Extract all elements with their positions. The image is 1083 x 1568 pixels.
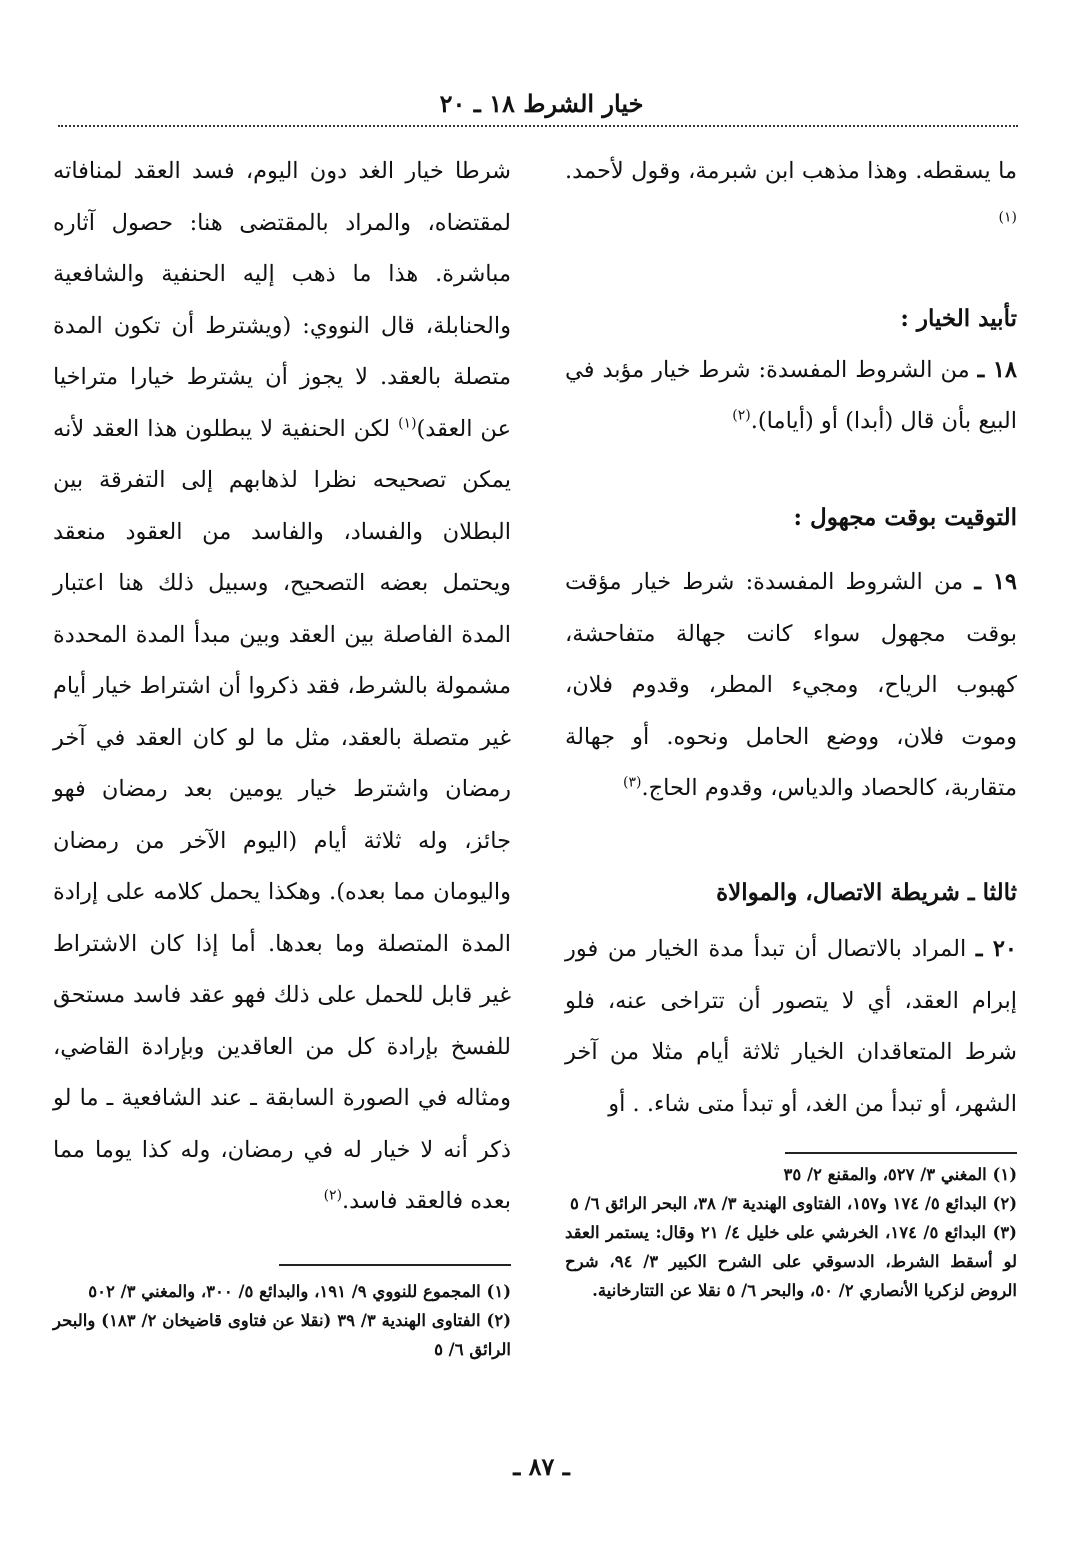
right-column: [565, 146, 1017, 1130]
left-continuation-paragraph: [53, 146, 511, 1228]
footnote-left-1: (١) المجموع للنووي ٩/ ١٩١، والبدائع ٥/ ٣٠٠، والمغني ٣/ ٥٠٢: [88, 1282, 511, 1301]
spacer: [565, 448, 1017, 492]
paragraph-20-text: المراد بالاتصال أن تبدأ مدة الخيار من فور إبرام العقد، أي لا يتصور أن تتراخى عنه، فلو شرط المتعاقدان الخيار ثلاثة أيام مثلا من آخر الشهر، أو تبدأ من الغد، أو تبدأ متى شاء. . أو: [565, 936, 1017, 1117]
footnote-divider-left: [279, 1264, 511, 1266]
left-column: [53, 146, 511, 1228]
paragraph-number-20: ٢٠ ـ: [975, 936, 1017, 962]
page-number: ـ ٨٧ ـ: [513, 1452, 570, 1481]
spacer: [565, 249, 1017, 293]
spacer: [565, 815, 1017, 867]
section-heading-continuity: ثالثا ـ شريطة الاتصال، والموالاة: [716, 878, 1017, 906]
section-heading-perpetual-option: تأبيد الخيار :: [900, 305, 1017, 332]
right-intro-text: ما يسقطه. وهذا مذهب ابن شبرمة، وقول لأحمد.: [565, 158, 1017, 184]
left-text-part-2: لكن الحنفية لا يبطلون هذا العقد لأنه يمكن تصحيحه نظرا لذهابهم إلى التفرقة بين البطلان والفساد، والفاسد من العقود منعقد ويحتمل بعضه التصحيح، وسبيل ذلك هنا اعتبار المدة الفاصلة بين العقد وبين مبدأ المدة المحددة مشمولة بالشرط، فقد ذكروا أن اشتراط خيار أيام غير متصلة بالعقد، مثل ما لو كان العقد في آخر رمضان واشترط خيار يومين بعد رمضان فهو جائز، وله ثلاثة أيام (اليوم الآخر من رمضان واليومان مما بعده). وهكذا يحمل كلامه على إرادة المدة المتصلة وما بعدها. أما إذا كان الاشتراط غير قابل للحمل على ذلك فهو عقد فاسد مستحق للفسخ بإرادة كل من العاقدين وبإرادة القاضي، ومثاله في الصورة السابقة ـ عند الشافعية ـ ما لو ذكر أنه لا خيار له في رمضان، وله كذا يوما مما بعده فالعقد فاسد.: [53, 415, 511, 1214]
footnote-ref-2: (٢): [732, 407, 751, 424]
header-divider: [58, 125, 1018, 127]
paragraph-20: [565, 924, 1017, 1130]
footnotes-right: [565, 1160, 1017, 1305]
footnote-left-2: (٢) الفتاوى الهندية ٣/ ٣٩ (نقلا عن فتاوى قاضيخان ٢/ ١٨٣) والبحر الرائق ٦/ ٥: [53, 1311, 511, 1359]
footnote-right-3: (٣) البدائع ٥/ ١٧٤، الخرشي على خليل ٤/ ٢١ وقال: يستمر العقد لو أسقط الشرط، الدسوقي على الشرح الكبير ٣/ ٩٤، شرح الروض لزكريا الأنصاري ٢/ ٥٠، والبحر ٦/ ٥ نقلا عن التتارخانية.: [565, 1223, 1017, 1300]
paragraph-18-text: من الشروط المفسدة: شرط خيار مؤبد في البيع بأن قال (أبدا) أو (أياما).: [565, 356, 1017, 434]
section-heading-unknown-time: التوقيت بوقت مجهول :: [793, 503, 1017, 531]
footnote-divider-right: [785, 1152, 1017, 1154]
running-header: خيار الشرط ١٨ ـ ٢٠: [439, 89, 644, 118]
right-intro-paragraph: [565, 146, 1017, 249]
footnote-ref-left-1: (١): [398, 415, 417, 431]
paragraph-19: [565, 557, 1017, 815]
paragraph-18: [565, 345, 1017, 448]
paragraph-19-text: من الشروط المفسدة: شرط خيار مؤقت بوقت مجهول سواء كانت جهالة متفاحشة، كهبوب الرياح، ومجيء المطر، وقدوم فلان، وموت فلان، ووضع الحامل ونحوه. أو جهالة متقاربة، كالحصاد والدياس، وقدوم الحاج.: [565, 569, 1017, 801]
footnote-right-1: (١) المغني ٣/ ٥٢٧، والمقنع ٢/ ٣٥: [783, 1165, 1017, 1184]
footnote-ref-3: (٣): [623, 774, 642, 791]
footnotes-left: [53, 1277, 511, 1364]
left-text-part-1: شرطا خيار الغد دون اليوم، فسد العقد لمنافاته لمقتضاه، والمراد بالمقتضى هنا: حصول آثاره مباشرة. هذا ما ذهب إليه الحنفية والشافعية والحنابلة، قال النووي: (ويشترط أن تكون المدة متصلة بالعقد. لا يجوز أن يشترط خيارا متراخيا عن العقد): [53, 158, 511, 442]
paragraph-number-18: ١٨ ـ: [977, 356, 1017, 383]
paragraph-number-19: ١٩ ـ: [974, 569, 1017, 595]
footnote-right-2: (٢) البدائع ٥/ ١٧٤ و١٥٧، الفتاوى الهندية ٣/ ٣٨، البحر الرائق ٦/ ٥: [570, 1194, 1017, 1213]
footnote-ref-left-2: (٢): [323, 1187, 343, 1204]
spacer: [565, 543, 1017, 557]
footnote-ref-1: (١): [998, 209, 1017, 225]
